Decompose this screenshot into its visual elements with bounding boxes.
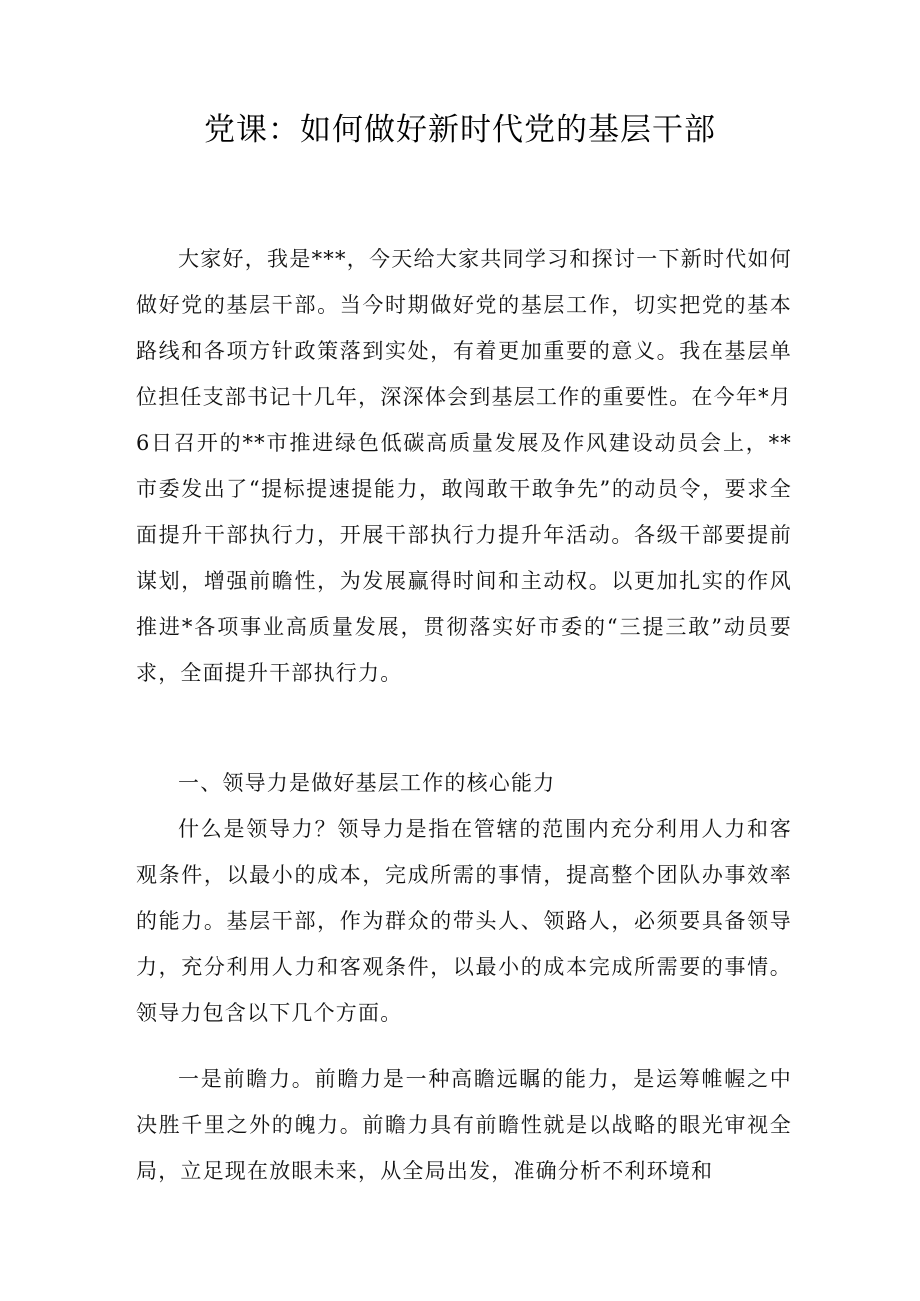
leadership-definition-paragraph: 什么是领导力？领导力是指在管辖的范围内充分利用人力和客观条件，以最小的成本，完成所需的事情，提高整个团队办事效率的能力。基层干部，作为群众的带头人、领路人，必须要具备领导力，充分利用人力和客观条件，以最小的成本完成所需要的事情。领导力包含以下几个方面。 [136,817,792,1025]
intro-paragraph: 大家好，我是***，今天给大家共同学习和探讨一下新时代如何做好党的基层干部。当今时期做好党的基层工作，切实把党的基本路线和各项方针政策落到实处，有着更加重要的意义。我在基层单位担任支部书记十几年，深深体会到基层工作的重要性。在今年*月6日召开的**市推进绿色低碳高质量发展及作风建设动员会上，**市委发出了“提标提速提能力，敢闯敢干敢争先”的动员令，要求全面提升干部执行力，开展干部执行力提升年活动。各级干部要提前谋划，增强前瞻性，为发展赢得时间和主动权。以更加扎实的作风推进*各项事业高质量发展，贯彻落实好市委的“三提三敢”动员要求，全面提升干部执行力。 [136,247,792,685]
foresight-paragraph: 一是前瞻力。前瞻力是一种高瞻远瞩的能力，是运筹帷幄之中决胜千里之外的魄力。前瞻力具有前瞻性就是以战略的眼光审视全局，立足现在放眼未来，从全局出发，准确分析不利环境和 [136,1067,792,1183]
section-heading: 一、领导力是做好基层工作的核心能力 [178,771,556,795]
document-title: 党课：如何做好新时代党的基层干部 [204,112,716,148]
